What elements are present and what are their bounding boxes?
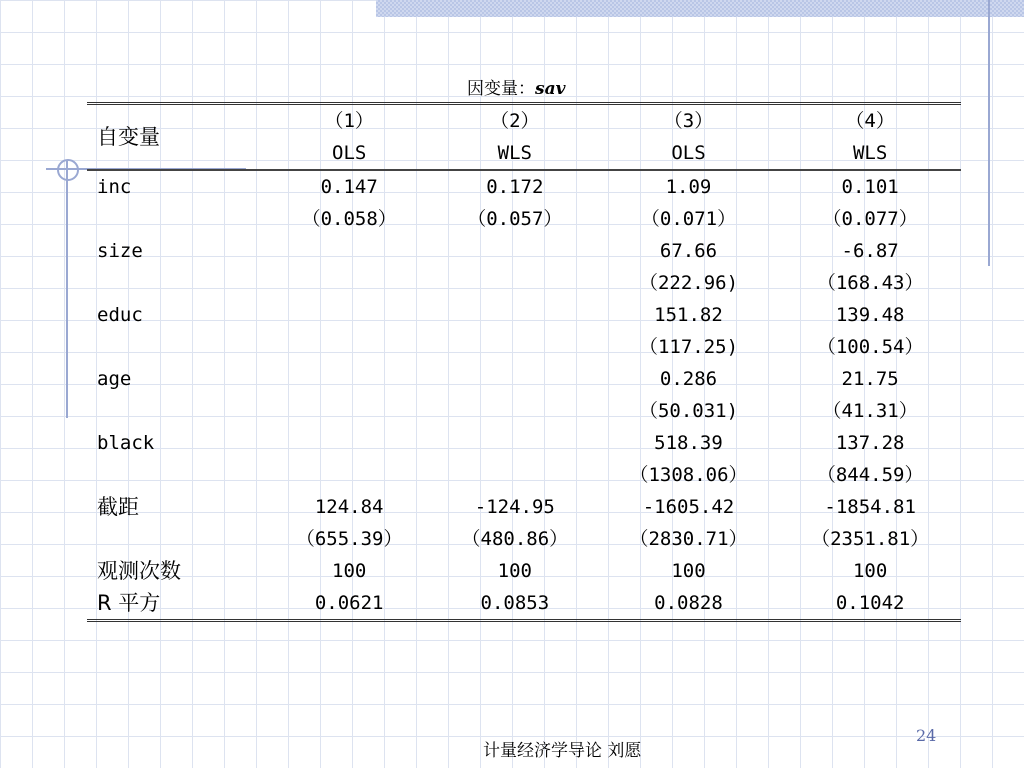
standard-error-cell: （41.31）	[822, 400, 918, 422]
coefficient-row	[87, 363, 961, 395]
page-number: 24	[916, 726, 937, 745]
column-method: OLS	[598, 137, 780, 170]
variable-label: black	[97, 432, 155, 454]
statistic-label: R 平方	[97, 591, 161, 615]
header-label: 自变量	[87, 104, 266, 171]
coefficient-cell: -1605.42	[642, 496, 735, 518]
standard-error-cell	[432, 395, 598, 427]
standard-error-cell: （0.057）	[467, 208, 563, 230]
dependent-variable-name: sav	[535, 79, 566, 99]
coefficient-cell: 67.66	[659, 240, 718, 262]
column-number: （1）	[324, 110, 374, 132]
decorative-right-line	[988, 0, 990, 266]
statistic-label: 观测次数	[97, 559, 181, 583]
standard-error-cell	[432, 459, 598, 491]
coefficient-cell: 518.39	[654, 432, 723, 454]
variable-label: inc	[97, 176, 132, 198]
standard-error-row	[87, 395, 961, 427]
statistic-cell: 100	[671, 560, 706, 582]
statistic-cell: 0.0621	[314, 592, 384, 614]
variable-label: 截距	[97, 495, 139, 519]
coefficient-cell: -6.87	[841, 240, 899, 262]
coefficient-cell: 0.172	[486, 176, 544, 198]
coefficient-row	[87, 170, 961, 203]
coefficient-cell: 137.28	[835, 432, 905, 454]
column-number: （3）	[663, 110, 714, 132]
standard-error-cell: （480.86）	[461, 528, 569, 550]
coefficient-cell: 0.147	[320, 176, 378, 198]
standard-error-cell: （168.43）	[816, 272, 924, 294]
coefficient-cell	[266, 235, 432, 267]
standard-error-cell	[432, 331, 598, 363]
standard-error-cell	[432, 267, 598, 299]
coefficient-cell: 124.84	[314, 496, 384, 518]
standard-error-cell	[266, 267, 432, 299]
coefficient-cell: 21.75	[841, 368, 899, 390]
footer-text: 计量经济学导论 刘愿	[483, 741, 642, 761]
statistic-cell: 0.0828	[654, 592, 723, 614]
regression-results-table	[87, 102, 961, 622]
coefficient-cell: -124.95	[474, 496, 555, 518]
coefficient-cell	[266, 427, 432, 459]
statistic-cell: 0.1042	[835, 592, 905, 614]
standard-error-cell	[266, 395, 432, 427]
statistic-cell: 100	[852, 560, 888, 582]
statistic-cell: 0.0853	[480, 592, 550, 614]
standard-error-row	[87, 523, 961, 555]
standard-error-cell	[266, 331, 432, 363]
coefficient-cell	[432, 299, 598, 331]
statistic-cell: 100	[332, 560, 367, 582]
coefficient-cell	[432, 235, 598, 267]
coefficient-row	[87, 235, 961, 267]
standard-error-row	[87, 459, 961, 491]
decorative-circle	[57, 159, 79, 181]
column-method: WLS	[432, 137, 598, 170]
standard-error-cell: （844.59）	[816, 464, 924, 486]
dependent-variable-prefix: 因变量：	[467, 79, 535, 99]
empty-label	[87, 267, 266, 299]
coefficient-row	[87, 491, 961, 523]
coefficient-row	[87, 299, 961, 331]
empty-label	[87, 459, 266, 491]
variable-label: age	[97, 368, 132, 390]
coefficient-cell: 1.09	[665, 176, 712, 198]
standard-error-cell: （1308.06）	[629, 464, 748, 486]
column-number: （2）	[490, 110, 540, 132]
empty-label	[87, 395, 266, 427]
coefficient-cell: 139.48	[835, 304, 905, 326]
standard-error-row	[87, 331, 961, 363]
observations-row	[87, 555, 961, 587]
decorative-left-line	[66, 160, 68, 418]
standard-error-cell: （2351.81）	[811, 528, 930, 550]
column-method: WLS	[779, 137, 961, 170]
decorative-top-band	[376, 0, 1024, 17]
header-row-numbers	[87, 104, 961, 138]
coefficient-cell	[266, 363, 432, 395]
standard-error-cell: （222.96)	[638, 272, 739, 294]
coefficient-row	[87, 427, 961, 459]
coefficient-cell: 0.101	[841, 176, 899, 198]
standard-error-cell: （2830.71）	[629, 528, 748, 550]
r-squared-row	[87, 587, 961, 621]
standard-error-row	[87, 267, 961, 299]
standard-error-row	[87, 203, 961, 235]
standard-error-cell: （0.071）	[640, 208, 737, 230]
coefficient-cell	[432, 427, 598, 459]
standard-error-cell: （655.39）	[295, 528, 403, 550]
standard-error-cell: （0.077）	[822, 208, 918, 230]
empty-label	[87, 523, 266, 555]
coefficient-cell	[432, 363, 598, 395]
empty-label	[87, 331, 266, 363]
coefficient-cell: -1854.81	[824, 496, 916, 518]
coefficient-cell	[266, 299, 432, 331]
standard-error-cell: （0.058）	[301, 208, 397, 230]
column-number: （4）	[845, 110, 895, 132]
column-method: OLS	[266, 137, 432, 170]
standard-error-cell: （100.54）	[816, 336, 924, 358]
variable-label: educ	[97, 304, 143, 326]
coefficient-cell: 151.82	[654, 304, 723, 326]
coefficient-cell: 0.286	[659, 368, 718, 390]
variable-label: size	[97, 240, 143, 262]
statistic-cell: 100	[497, 560, 532, 582]
standard-error-cell	[266, 459, 432, 491]
empty-label	[87, 203, 266, 235]
standard-error-cell: （50.031)	[638, 400, 739, 422]
standard-error-cell: （117.25)	[638, 336, 739, 358]
